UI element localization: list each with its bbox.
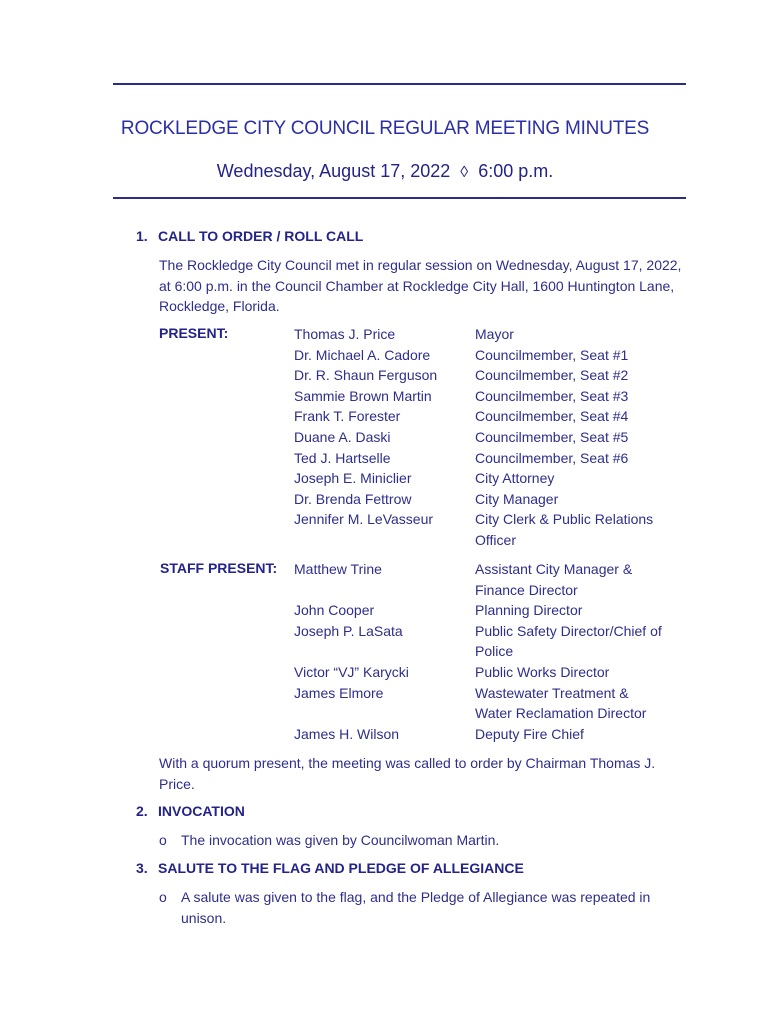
hollow-bullet-icon: o bbox=[159, 889, 167, 905]
section-number: 1. bbox=[136, 228, 148, 244]
present-name: Dr. Brenda Fettrow bbox=[294, 490, 412, 507]
staff-names bbox=[294, 559, 409, 744]
present-titles bbox=[475, 324, 653, 551]
page-title: ROCKLEDGE CITY COUNCIL REGULAR MEETING MINUTES bbox=[120, 118, 650, 139]
staff-name: Victor “VJ” Karycki bbox=[294, 663, 409, 680]
staff-title: Planning Director bbox=[475, 602, 583, 619]
present-label: PRESENT: bbox=[159, 325, 229, 341]
present-title-continued: Officer bbox=[475, 531, 516, 548]
present-title: Councilmember, Seat #2 bbox=[475, 367, 629, 384]
staff-name: James Elmore bbox=[294, 684, 384, 701]
present-title: City Manager bbox=[475, 490, 559, 507]
meeting-time: 6:00 p.m. bbox=[478, 161, 554, 181]
present-name: Ted J. Hartselle bbox=[294, 449, 391, 466]
staff-name: James H. Wilson bbox=[294, 725, 400, 742]
section-title: SALUTE TO THE FLAG AND PLEDGE OF ALLEGIANCE bbox=[158, 860, 524, 876]
present-names bbox=[294, 324, 437, 530]
staff-name: Joseph P. LaSata bbox=[294, 622, 403, 639]
meeting-date: Wednesday, August 17, 2022 bbox=[216, 161, 451, 181]
staff-title: Assistant City Manager & bbox=[475, 561, 633, 577]
present-name: Joseph E. Miniclier bbox=[294, 470, 412, 487]
diamond-separator-icon: ◊ bbox=[460, 164, 469, 181]
section-number: 3. bbox=[136, 860, 148, 876]
bullet-text: The invocation was given by Councilwoman Martin. bbox=[181, 832, 500, 848]
meeting-date-line bbox=[0, 161, 770, 182]
present-name: Dr. R. Shaun Ferguson bbox=[294, 367, 438, 384]
staff-title-continued: Finance Director bbox=[475, 581, 578, 598]
bottom-rule bbox=[113, 197, 686, 199]
pledge-bullet-item bbox=[159, 887, 671, 928]
intro-paragraph: The Rockledge City Council met in regular session on Wednesday, August 17, 2022, at 6:00 p.m. in the Council Chamber at Rockledge City Hall, 1600 Huntington Lane, Rockledge, Florida. bbox=[159, 257, 682, 315]
present-title: Councilmember, Seat #4 bbox=[475, 408, 629, 425]
section-number: 2. bbox=[136, 803, 148, 819]
hollow-bullet-icon: o bbox=[159, 832, 167, 848]
present-title: City Attorney bbox=[475, 470, 555, 487]
present-name: Frank T. Forester bbox=[294, 408, 401, 425]
staff-title-continued: Police bbox=[475, 643, 514, 660]
present-name: Thomas J. Price bbox=[294, 326, 396, 342]
section-title: CALL TO ORDER / ROLL CALL bbox=[158, 228, 364, 244]
staff-present-label: STAFF PRESENT: bbox=[160, 560, 278, 576]
bullet-text: A salute was given to the flag, and the Pledge of Allegiance was repeated in unison. bbox=[181, 889, 651, 926]
staff-name: John Cooper bbox=[294, 602, 375, 619]
quorum-paragraph: With a quorum present, the meeting was called to order by Chairman Thomas J. Price. bbox=[159, 755, 656, 792]
present-title: Councilmember, Seat #3 bbox=[475, 387, 629, 404]
top-rule bbox=[113, 83, 686, 85]
present-title: Councilmember, Seat #1 bbox=[475, 346, 629, 363]
staff-title: Wastewater Treatment & bbox=[475, 684, 629, 701]
section-title: INVOCATION bbox=[158, 803, 245, 819]
invocation-bullet-item bbox=[159, 830, 679, 851]
present-title: Councilmember, Seat #6 bbox=[475, 449, 629, 466]
staff-title: Deputy Fire Chief bbox=[475, 725, 584, 742]
staff-title: Public Works Director bbox=[475, 663, 610, 680]
present-name: Sammie Brown Martin bbox=[294, 387, 432, 404]
section-heading-roll-call bbox=[136, 228, 363, 244]
present-title: Mayor bbox=[475, 326, 514, 342]
section-heading-pledge bbox=[136, 860, 524, 876]
present-title: Councilmember, Seat #5 bbox=[475, 428, 629, 445]
staff-name: Matthew Trine bbox=[294, 561, 382, 577]
staff-titles bbox=[475, 559, 662, 744]
staff-title-continued: Water Reclamation Director bbox=[475, 705, 647, 722]
staff-title: Public Safety Director/Chief of bbox=[475, 622, 662, 639]
present-title: City Clerk & Public Relations bbox=[475, 511, 654, 528]
present-name: Duane A. Daski bbox=[294, 428, 391, 445]
section-heading-invocation bbox=[136, 803, 245, 819]
present-name: Dr. Michael A. Cadore bbox=[294, 346, 431, 363]
present-name: Jennifer M. LeVasseur bbox=[294, 511, 434, 528]
